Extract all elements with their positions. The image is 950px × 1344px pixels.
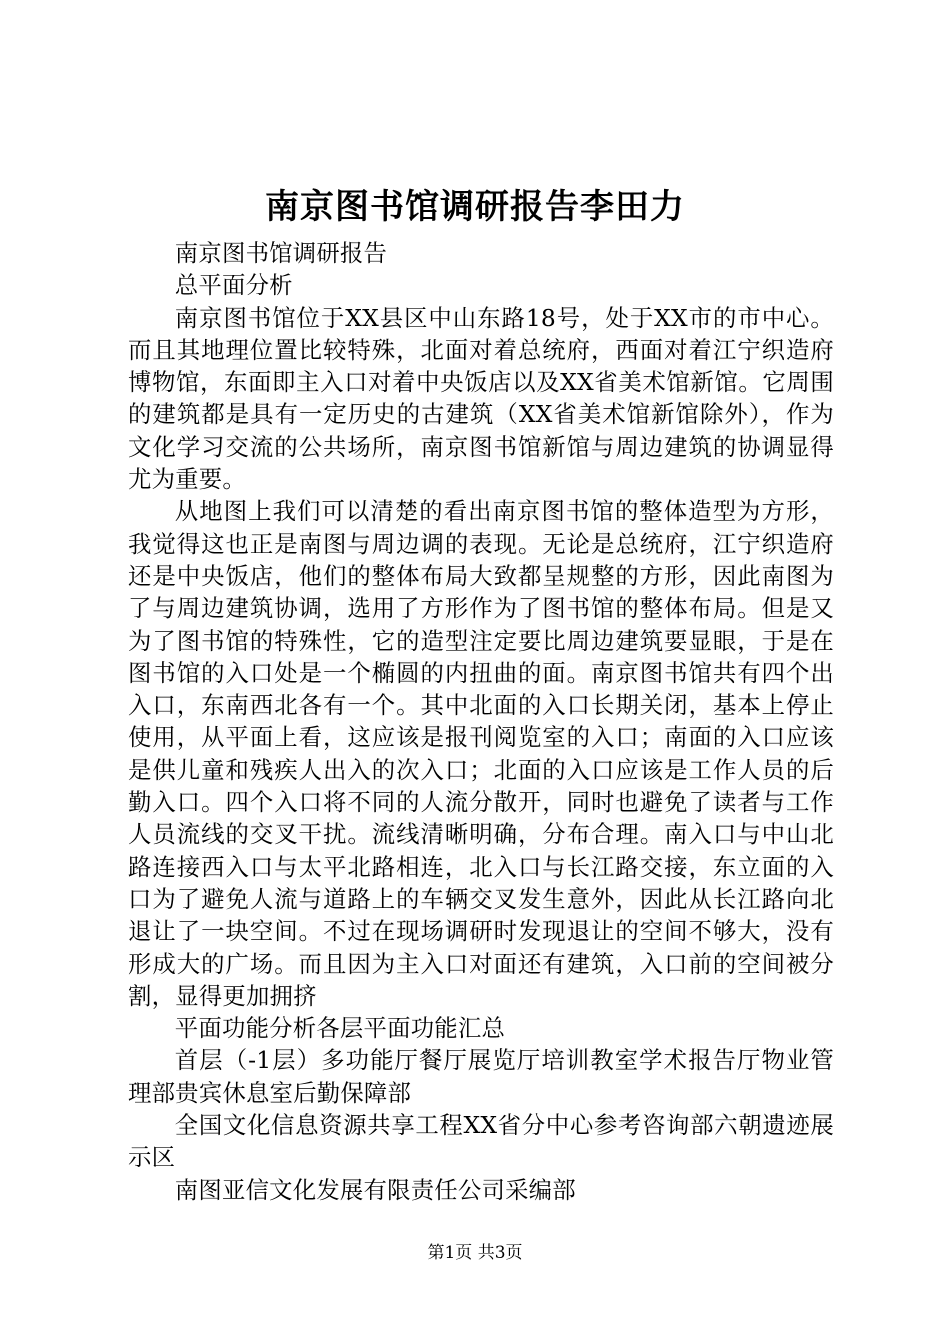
- paragraph-map-analysis: 从地图上我们可以清楚的看出南京图书馆的整体造型为方形，我觉得这也正是南图与周边调的表现。无论是总统府，江宁织造府还是中央饭店，他们的整体布局大致都呈规整的方形，因此南图为了与周边建筑协调，选用了方形作为了图书馆的整体布局。但是又为了图书馆的特殊性，它的造型注定要比周边建筑要显眼，于是在图书馆的入口处是一个椭圆的内扭曲的面。南京图书馆共有四个出入口，东南西北各有一个。其中北面的入口长期关闭，基本上停止使用，从平面上看，这应该是报刊阅览室的入口；南面的入口应该是供儿童和残疾人出入的次入口；北面的入口应该是工作人员的后勤入口。四个入口将不同的人流分散开，同时也避免了读者与工作人员流线的交叉干扰。流线清晰明确，分布合理。南入口与中山北路连接西入口与太平北路相连，北入口与长江路交接，东立面的入口为了避免人流与道路上的车辆交叉发生意外，因此从长江路向北退让了一块空间。不过在现场调研时发现退让的空间不够大，没有形成大的广场。而且因为主入口对面还有建筑，入口前的空间被分割，显得更加拥挤: [128, 497, 834, 1010]
- paragraph-basement-functions: 首层（-1层）多功能厅餐厅展览厅培训教室学术报告厅物业管理部贵宾休息室后勤保障部: [128, 1046, 834, 1107]
- paragraph-site-plan-heading: 总平面分析: [174, 271, 293, 300]
- document-title: 南京图书馆调研报告李田力: [265, 187, 685, 227]
- paragraph-company: 南图亚信文化发展有限责任公司采编部: [174, 1175, 576, 1204]
- document-body: [128, 237, 834, 1206]
- paragraph-report-heading: 南京图书馆调研报告: [174, 239, 388, 267]
- page-footer: 第1页 共3页: [427, 1243, 523, 1263]
- paragraph-resource-project: 全国文化信息资源共享工程XX省分中心参考咨询部六朝遗迹展示区: [128, 1111, 834, 1172]
- paragraph-location: 南京图书馆位于XX县区中山东路18号，处于XX市的市中心。而且其地理位置比较特殊，北面对着总统府，西面对着江宁织造府博物馆，东面即主入口对着中央饭店以及XX省美术馆新馆。它周围的建筑都是具有一定历史的古建筑（XX省美术馆新馆除外），作为文化学习交流的公共场所，南京图书馆新馆与周边建筑的协调显得尤为重要。: [128, 303, 834, 494]
- paragraph-function-heading: 平面功能分析各层平面功能汇总: [174, 1014, 506, 1043]
